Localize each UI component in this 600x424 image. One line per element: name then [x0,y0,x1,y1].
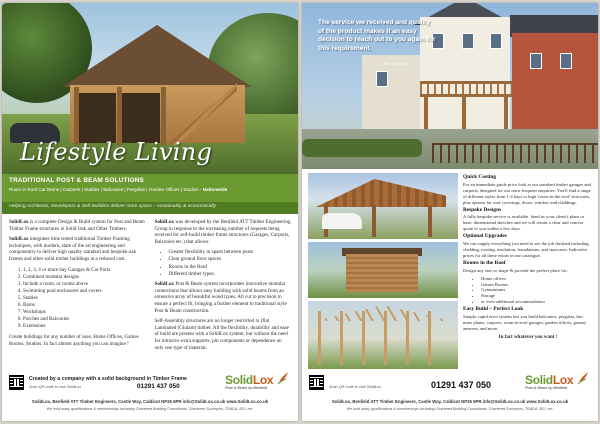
phone-number[interactable]: 01291 437 050 [431,380,492,390]
section-text: A fully bespoke service is available. Send us your client's plans or basic dimensional sketches and we will return a clear and concise quote to you within a few days. [463,214,585,232]
tagline: Helping Architects, Developers & Self Builders deliver more space – sustainably & economically [2,202,298,214]
list-item: • Home offices [481,276,593,282]
hero-photo-balcony [302,3,598,169]
call-to-action: In fact whatever you want ! [498,334,558,340]
list-item: 8. Porches and Balconies [23,316,146,323]
section-text: Simple, rapid erect system lets you build balconies, pergolas, bio-mass plants, carports, room-in-roof garages, garden offices, granny annexes, and more. [463,314,587,331]
column-2 [155,219,292,369]
section-heading: Easy Build – Perfect Look [463,306,524,313]
photo-gallery [308,173,458,369]
section-heading: Rooms in the Roof [463,259,506,266]
list-item: • Rooms in the Roof [169,264,292,271]
qr-caption: Scan QR code to visit SolidLox [329,385,382,389]
banner-items: Room in Roof Car Barns | Carports | Stables | Balconies | Pergolas | Garden Offices | Studios - Nationwide [9,187,228,192]
uses-list [23,267,146,330]
left-page [2,3,298,421]
info-column [463,173,593,341]
body-columns [9,219,291,369]
list-item: 2. Combined modular designs [23,274,146,281]
paragraph: Create buildings for any number of uses, Home Offices, Games Rooms, Studios. In fact almost anything you can imagine ! [9,333,139,347]
list-item: 6. Barns [23,302,146,309]
section-text: Design any size or shape & provide the perfect place for: [463,267,568,273]
list-item: 1. 1, 2, 3, 4 or more bay Garages & Car Ports [23,267,146,274]
footer [309,375,591,395]
list-item: 5. Stables [23,295,146,302]
rooms-list [481,276,593,306]
paragraph: SolidLox is a complete Design & Build system for Post and Beam Timber Frame structures in Solid Oak and Other Timbers. [9,219,145,232]
company-statement: Created by a company with a solid background in Timber Frame [29,376,187,382]
section-text: We can supply everything you need to see the job finished including, cladding, roofing, insulation, foundations, and staircases. Indicative prices for all these extras in our catalogue. [463,241,590,258]
phone-number[interactable]: 01291 437 050 [137,383,180,390]
qr-code-icon[interactable] [9,375,24,390]
solidlox-logo: SolidLox Post & Beam by Benfield [525,373,573,390]
list-item: • Different timber types. [169,271,292,278]
list-item: 9. Extensions [23,323,146,330]
list-item: 3. Include a room, or rooms above [23,281,146,288]
right-page [302,3,598,421]
photo-carport [308,173,458,239]
testimonial-quote: The service we received and quality of the product makes it an easy decision to reach out to you again for this requirement. [318,19,436,52]
hero-title: Lifestyle Living [20,138,213,166]
banner [2,174,298,202]
section-text: For an immediate guide price look at our standard timber garages and carports, designed for our most frequent enquiries. You'll find a range of different styles from 1-4 bays to high 'room-in-the-roof' structures, plus options for roof coverings, doors, window and claddings. [463,181,591,205]
list-item: 4. Swimming pool enclosures and covers [23,288,146,295]
photo-garden-office [308,242,458,298]
column-1 [9,219,146,369]
section-heading: Bespoke Designs [463,206,502,213]
accreditations: We hold many qualifications & memberships including Chartered Building Consultants, Chartered Surveyors, TRADA, BCI, etc. [46,407,254,411]
hero-photo-garage [2,3,298,174]
list-item: • or even additional accommodation [481,299,593,305]
list-item: • Greater flexibility in spans between posts [169,249,292,256]
qr-code-icon[interactable] [309,375,324,390]
benefits-list [169,249,292,277]
list-item: • Gymnasiums [481,287,593,293]
list-item: • Storage [481,293,593,299]
section-heading: Quick Costing [463,174,497,180]
section-heading: Optional Upgrades [463,233,507,240]
paragraph: Self-Assembly structures are no longer restricted to (flat Laminated (Glulam) timber. All the flexibility, durability and ease of build are present with a SolidLox system, but without the need for intrusive extra supports, pin components or dependence on only one type of material. [154,318,289,351]
company-address: SolidLox, Benfield ATT Timber Engineers, Castle Way, Caldicot NP26 5PR info@SolidLox.co.uk www.SolidLox.co.uk [331,399,569,404]
company-address: SolidLox, Benfield ATT Timber Engineers, Castle Way, Caldicot NP26 5PR info@SolidLox.co.uk www.SolidLox.co.uk [31,399,269,404]
list-item: • Clear ground floor spaces [169,256,292,263]
paragraph: SolidLox integrates time tested traditional Timber Framing techniques, with modern, state of the art engineering and componentry to deliver high quality standard and bespoke oak frames and other solid timber buildings at a reduced cost. [9,236,137,262]
footer [9,375,291,395]
qr-caption: Scan QR code to visit SolidLox [29,385,82,389]
solidlox-logo: SolidLox Post & Beam by Benfield [225,373,273,390]
list-item: 7. Workshops [23,309,146,316]
testimonial-author: - Bob - Hampshire [382,62,410,66]
accreditations: We hold many qualifications & memberships including Chartered Building Consultants, Chartered Surveyors, TRADA, BCI, etc. [346,407,554,411]
banner-heading: TRADITIONAL POST & BEAM SOLUTIONS [9,177,145,184]
paragraph: SolidLox Post & Beam system incorporates innovative modular connections that allows easy building with solid beams from an extensive array of beautiful wood types. All cut to precision to ensure a perfect fit, bringing a further element to traditional style Post & Beam construction. [154,281,287,314]
list-item: • Games Rooms [481,282,593,288]
paragraph: SolidLox was developed by the Benfield ATT Timber Engineering Group in response to the increasing number of requests being received for self-build timber frame structures (Garages, Carports, Balconies etc.) that allows: [154,219,291,245]
bird-logo-icon [277,371,289,385]
bird-logo-icon [577,371,589,385]
photo-timber-frame [308,301,458,369]
